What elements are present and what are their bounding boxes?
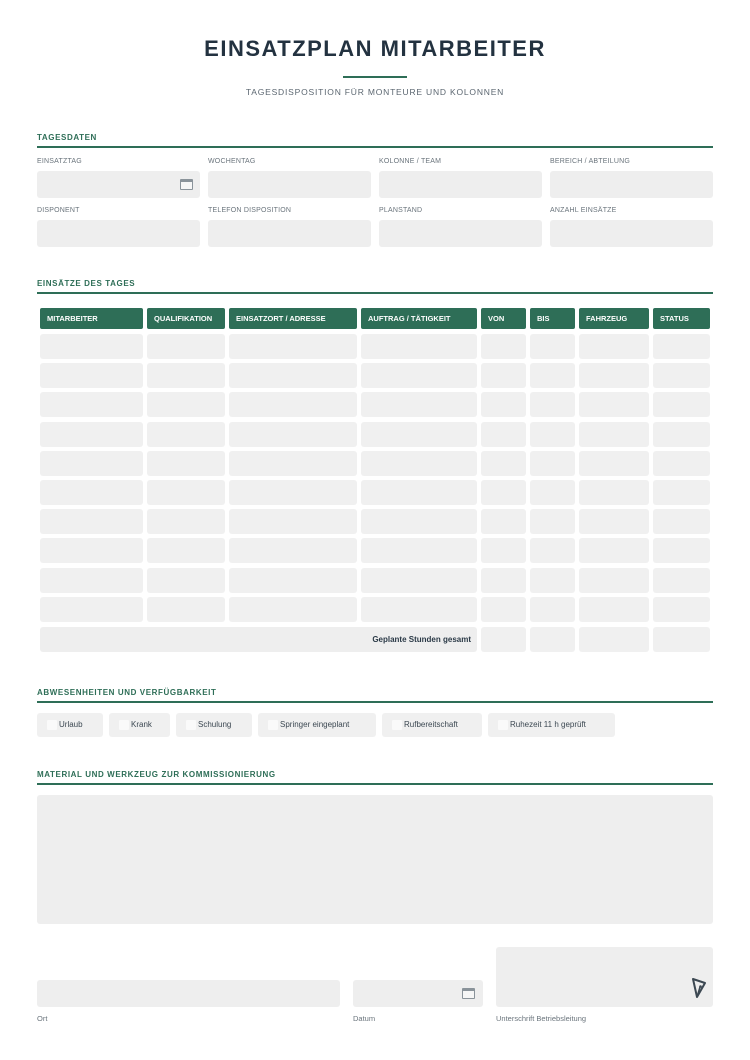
total-row-label-cell [40,627,477,652]
table-cell-qualifikation[interactable] [147,509,225,534]
kolonne-team-field[interactable] [379,171,542,198]
table-cell-qualifikation[interactable] [147,422,225,447]
table-cell-qualifikation[interactable] [147,334,225,359]
table-cell-qualifikation[interactable] [147,392,225,417]
table-cell-auftrag[interactable] [361,480,477,505]
table-cell-auftrag[interactable] [361,334,477,359]
table-cell-von[interactable] [481,538,526,563]
page-title: EINSATZPLAN MITARBEITER [204,36,546,61]
table-cell-status[interactable] [653,392,710,417]
table-cell-bis[interactable] [530,538,575,563]
table-cell-von[interactable] [481,509,526,534]
table-cell-fahrzeug[interactable] [579,334,649,359]
title-divider [343,76,407,78]
checkbox-box[interactable] [268,720,278,730]
total-von-cell[interactable] [481,627,526,652]
total-bis-cell[interactable] [530,627,575,652]
table-cell-qualifikation[interactable] [147,480,225,505]
table-cell-bis[interactable] [530,422,575,447]
table-cell-einsatzort[interactable] [229,363,357,388]
table-cell-fahrzeug[interactable] [579,509,649,534]
table-cell-von[interactable] [481,480,526,505]
unterschrift-label: Unterschrift Betriebsleitung [496,1014,587,1023]
column-header-qualifikation: QUALIFIKATION [147,308,225,329]
signature-pen-icon [691,977,707,999]
table-cell-qualifikation[interactable] [147,363,225,388]
column-header-auftrag: AUFTRAG / TÄTIGKEIT [361,308,477,329]
table-cell-status[interactable] [653,568,710,593]
table-cell-einsatzort[interactable] [229,392,357,417]
table-cell-mitarbeiter[interactable] [40,538,143,563]
table-cell-auftrag[interactable] [361,392,477,417]
table-cell-mitarbeiter[interactable] [40,597,143,622]
checkbox-urlaub[interactable] [37,713,103,737]
calendar-icon[interactable] [462,988,475,999]
table-cell-status[interactable] [653,451,710,476]
table-cell-status[interactable] [653,509,710,534]
bereich-abteilung-field[interactable] [550,171,713,198]
total-hours-label: Geplante Stunden gesamt [372,635,471,644]
table-cell-von[interactable] [481,597,526,622]
column-header-von: VON [481,308,526,329]
einsatztag-field[interactable] [37,171,200,198]
table-cell-einsatzort[interactable] [229,509,357,534]
page-subtitle: TAGESDISPOSITION FÜR MONTEURE UND KOLONNEN [245,87,505,97]
table-cell-bis[interactable] [530,597,575,622]
table-cell-bis[interactable] [530,363,575,388]
checkbox-label: Springer eingeplant [280,720,350,729]
table-cell-bis[interactable] [530,480,575,505]
checkbox-box[interactable] [498,720,508,730]
table-cell-status[interactable] [653,334,710,359]
table-cell-mitarbeiter[interactable] [40,334,143,359]
table-cell-einsatzort[interactable] [229,538,357,563]
table-cell-bis[interactable] [530,334,575,359]
table-cell-status[interactable] [653,480,710,505]
table-cell-qualifikation[interactable] [147,597,225,622]
table-cell-auftrag[interactable] [361,509,477,534]
checkbox-schulung[interactable] [176,713,252,737]
checkbox-label: Rufbereitschaft [404,720,458,729]
field-label-bereich-abteilung: BEREICH / ABTEILUNG [550,158,631,165]
table-cell-fahrzeug[interactable] [579,422,649,447]
checkbox-box[interactable] [47,720,57,730]
column-header-status: STATUS [653,308,710,329]
table-cell-status[interactable] [653,597,710,622]
field-label-disponent: DISPONENT [37,207,80,214]
table-cell-von[interactable] [481,422,526,447]
table-cell-fahrzeug[interactable] [579,568,649,593]
checkbox-springer-eingeplant[interactable] [258,713,376,737]
checkbox-box[interactable] [119,720,129,730]
checkbox-krank[interactable] [109,713,170,737]
checkbox-box[interactable] [392,720,402,730]
total-fahrzeug-cell[interactable] [579,627,649,652]
section-heading-tagesdaten: TAGESDATEN [37,133,713,148]
disponent-field[interactable] [37,220,200,247]
table-cell-einsatzort[interactable] [229,597,357,622]
table-cell-bis[interactable] [530,509,575,534]
total-status-cell[interactable] [653,627,710,652]
table-cell-bis[interactable] [530,392,575,417]
checkbox-box[interactable] [186,720,196,730]
table-cell-bis[interactable] [530,568,575,593]
table-cell-status[interactable] [653,538,710,563]
anzahl-einsaetze-field[interactable] [550,220,713,247]
ort-field[interactable] [37,980,340,1007]
table-cell-qualifikation[interactable] [147,538,225,563]
table-cell-auftrag[interactable] [361,597,477,622]
column-header-mitarbeiter: MITARBEITER [40,308,143,329]
table-cell-mitarbeiter[interactable] [40,422,143,447]
checkbox-label: Krank [131,720,152,729]
table-cell-mitarbeiter[interactable] [40,451,143,476]
table-cell-mitarbeiter[interactable] [40,392,143,417]
field-label-telefon-disposition: TELEFON DISPOSITION [208,207,292,214]
datum-label: Datum [353,1014,376,1023]
telefon-disposition-field[interactable] [208,220,371,247]
table-cell-einsatzort[interactable] [229,451,357,476]
table-cell-auftrag[interactable] [361,568,477,593]
section-heading-material: MATERIAL UND WERKZEUG ZUR KOMMISSIONIERUNG [37,770,713,785]
table-cell-von[interactable] [481,363,526,388]
table-cell-status[interactable] [653,363,710,388]
planstand-field[interactable] [379,220,542,247]
table-cell-auftrag[interactable] [361,451,477,476]
table-cell-fahrzeug[interactable] [579,597,649,622]
signature-field[interactable] [496,947,713,1007]
table-cell-einsatzort[interactable] [229,334,357,359]
table-cell-mitarbeiter[interactable] [40,363,143,388]
table-cell-von[interactable] [481,392,526,417]
field-label-anzahl-einsaetze: ANZAHL EINSÄTZE [550,207,617,214]
material-textarea[interactable] [37,795,713,924]
table-cell-auftrag[interactable] [361,538,477,563]
table-cell-auftrag[interactable] [361,422,477,447]
checkbox-label: Urlaub [59,720,83,729]
column-header-einsatzort: EINSATZORT / ADRESSE [229,308,357,329]
table-cell-einsatzort[interactable] [229,480,357,505]
table-cell-von[interactable] [481,334,526,359]
table-cell-fahrzeug[interactable] [579,363,649,388]
table-cell-von[interactable] [481,451,526,476]
field-label-planstand: PLANSTAND [379,207,423,214]
field-label-kolonne-team: KOLONNE / TEAM [379,158,442,165]
section-heading-einsaetze: EINSÄTZE DES TAGES [37,279,713,294]
datum-field[interactable] [353,980,483,1007]
ort-label: Ort [37,1014,48,1023]
checkbox-rufbereitschaft[interactable] [382,713,482,737]
checkbox-label: Schulung [198,720,232,729]
table-cell-von[interactable] [481,568,526,593]
table-cell-qualifikation[interactable] [147,568,225,593]
section-heading-abwesenheiten: ABWESENHEITEN UND VERFÜGBARKEIT [37,688,713,703]
table-cell-auftrag[interactable] [361,363,477,388]
column-header-bis: BIS [530,308,575,329]
field-label-wochentag: WOCHENTAG [208,158,256,165]
field-label-einsatztag: EINSATZTAG [37,158,82,165]
table-cell-mitarbeiter[interactable] [40,568,143,593]
table-cell-fahrzeug[interactable] [579,480,649,505]
table-cell-einsatzort[interactable] [229,568,357,593]
table-cell-fahrzeug[interactable] [579,451,649,476]
table-cell-status[interactable] [653,422,710,447]
table-cell-einsatzort[interactable] [229,422,357,447]
table-cell-fahrzeug[interactable] [579,392,649,417]
wochentag-field[interactable] [208,171,371,198]
calendar-icon[interactable] [180,179,193,190]
column-header-fahrzeug: FAHRZEUG [579,308,649,329]
table-cell-mitarbeiter[interactable] [40,509,143,534]
table-cell-bis[interactable] [530,451,575,476]
table-cell-qualifikation[interactable] [147,451,225,476]
table-cell-mitarbeiter[interactable] [40,480,143,505]
table-cell-fahrzeug[interactable] [579,538,649,563]
checkbox-label: Ruhezeit 11 h geprüft [510,720,586,729]
checkbox-ruhezeit[interactable] [488,713,615,737]
